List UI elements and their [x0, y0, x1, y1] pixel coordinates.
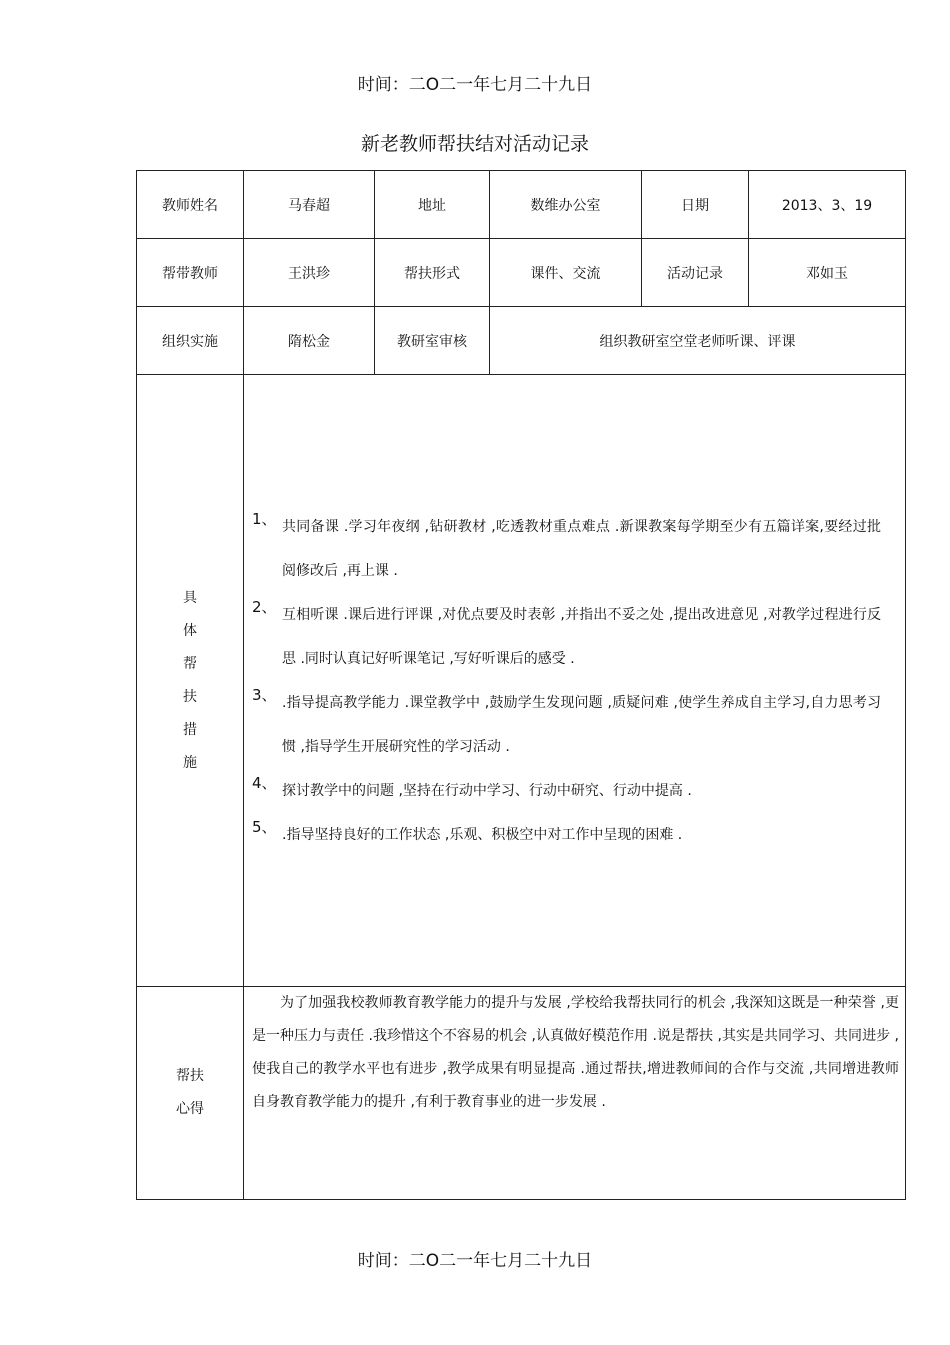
- document-title: 新老教师帮扶结对活动记录: [360, 133, 589, 155]
- form-value: 课件、交流: [490, 239, 642, 307]
- item-text: 探讨教学中的问题 ,坚持在行动中学习、行动中研究、行动中提高 .: [282, 782, 692, 799]
- reflection-label: [137, 987, 244, 1200]
- measures-label-char: 施: [183, 754, 197, 771]
- item-number: 3、: [252, 685, 277, 704]
- list-item: [252, 769, 881, 813]
- measures-label-char: 扶: [183, 688, 197, 705]
- measures-label-char: 体: [183, 622, 197, 639]
- measures-label-char: 措: [183, 721, 197, 738]
- measures-label-char: 帮: [183, 655, 197, 672]
- mentor-value: 王洪珍: [244, 239, 375, 307]
- recorder-value: 邓如玉: [749, 239, 906, 307]
- teacher-name-label: 教师姓名: [137, 171, 244, 239]
- item-text: .指导坚持良好的工作状态 ,乐观、积极空中对工作中呈现的困难 .: [282, 826, 683, 843]
- list-item: [252, 681, 881, 769]
- reflection-text: 为了加强我校教师教育教学能力的提升与发展 ,学校给我帮扶同行的机会 ,我深知这既是一种荣誉 ,更是一种压力与责任 .我珍惜这个不容易的机会 ,认真做好模范作用 .说是帮扶 ,其实是共同学习、共同进步 ,使我自己的教学水平也有进步 ,教学成果有明显提高 .通过帮扶,增进教师间的合作与交流 ,共同增进教师自身教育教学能力的提升 ,有利于教育事业的进一步发展 .: [252, 995, 899, 1110]
- form-label: 帮扶形式: [375, 239, 490, 307]
- list-item: [252, 593, 881, 681]
- table-row: [137, 375, 906, 987]
- item-number: 1、: [252, 509, 277, 528]
- review-value: 组织教研室空堂老师听课、评课: [490, 307, 906, 375]
- date-label: 日期: [642, 171, 749, 239]
- organizer-value: 隋松金: [244, 307, 375, 375]
- table-row: [137, 307, 906, 375]
- measures-label: [137, 375, 244, 987]
- list-item: [252, 813, 881, 857]
- review-label: 教研室审核: [375, 307, 490, 375]
- measures-content: [244, 375, 906, 987]
- table-row: [137, 171, 906, 239]
- address-label: 地址: [375, 171, 490, 239]
- date-value: 2013、3、19: [749, 171, 906, 239]
- reflection-label-line: 帮扶: [176, 1068, 204, 1084]
- item-text: .指导提高教学能力 .课堂教学中 ,鼓励学生发现问题 ,质疑问难 ,使学生养成自主学习,自力思考习惯 ,指导学生开展研究性的学习活动 .: [282, 694, 881, 755]
- mentor-label: 帮带教师: [137, 239, 244, 307]
- reflection-label-line: 心得: [176, 1101, 204, 1117]
- item-number: 5、: [252, 817, 277, 836]
- list-item: [252, 505, 881, 593]
- reflection-content: [244, 987, 906, 1200]
- date-header: 时间：二O二一年七月二十九日: [357, 75, 593, 95]
- organizer-label: 组织实施: [137, 307, 244, 375]
- teacher-name-value: 马春超: [244, 171, 375, 239]
- table-row: [137, 987, 906, 1200]
- date-footer: 时间：二O二一年七月二十九日: [357, 1251, 593, 1271]
- item-text: 互相听课 .课后进行评课 ,对优点要及时表彰 ,并指出不妥之处 ,提出改进意见 ,对教学过程进行反思 .同时认真记好听课笔记 ,写好听课后的感受 .: [282, 606, 881, 667]
- item-number: 2、: [252, 597, 277, 616]
- record-label: 活动记录: [642, 239, 749, 307]
- item-text: 共同备课 .学习年夜纲 ,钻研教材 ,吃透教材重点难点 .新课教案每学期至少有五篇详案,要经过批阅修改后 ,再上课 .: [282, 518, 881, 579]
- activity-record-table: [136, 170, 906, 1200]
- measures-label-char: 具: [183, 589, 197, 606]
- address-value: 数维办公室: [490, 171, 642, 239]
- item-number: 4、: [252, 773, 277, 792]
- table-row: [137, 239, 906, 307]
